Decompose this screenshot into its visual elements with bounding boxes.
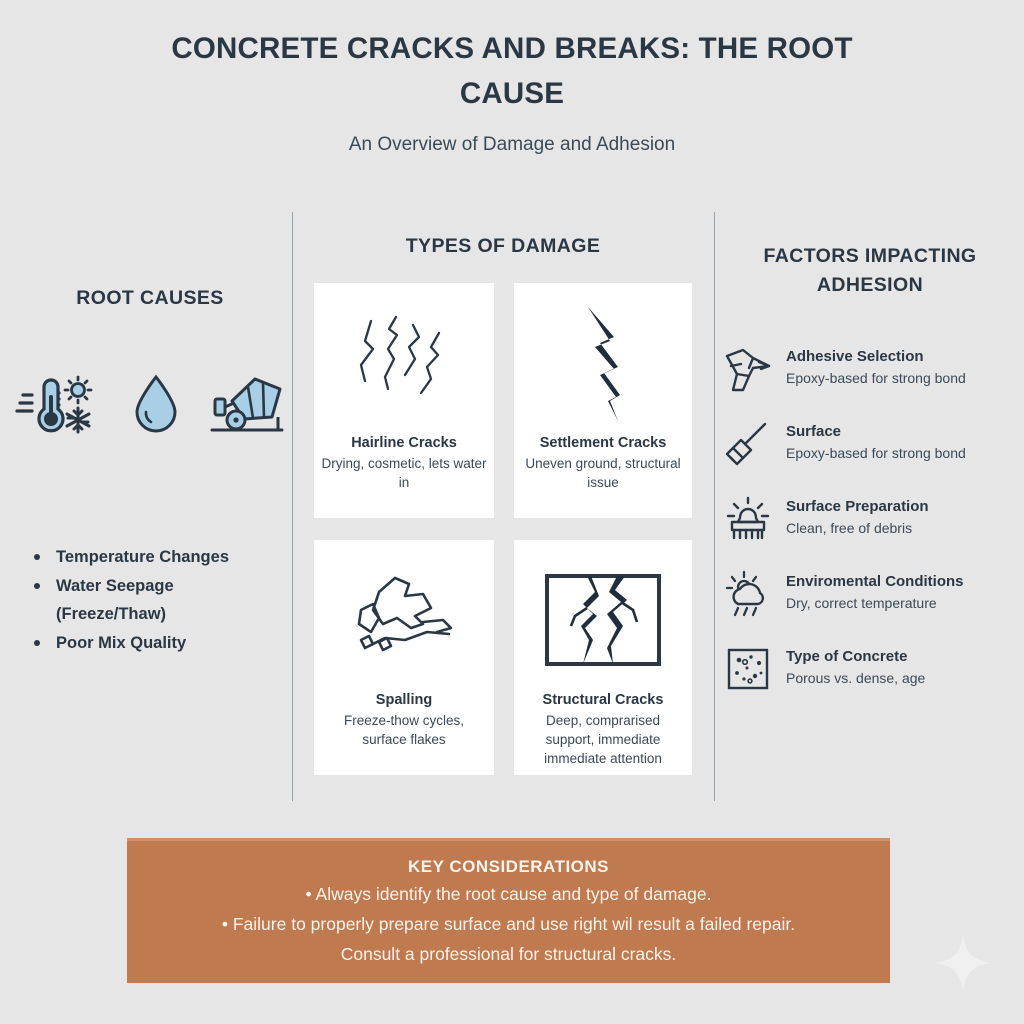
structural-cracks-icon <box>520 550 686 690</box>
bullet-dot <box>34 554 40 560</box>
factors-list <box>722 344 1018 694</box>
header <box>160 26 864 158</box>
damage-card-hairline-cracks <box>314 283 494 518</box>
card-title: Spalling <box>375 692 433 708</box>
damage-card-spalling <box>314 540 494 775</box>
divider-right <box>714 212 715 801</box>
factor-text <box>786 644 925 688</box>
porous-concrete-block-icon <box>722 644 774 694</box>
factor-title: Type of Concrete <box>786 648 908 665</box>
root-causes-heading: ROOT CAUSES <box>76 287 224 309</box>
root-causes-icon-row <box>12 371 288 443</box>
factor-surface <box>722 419 1018 469</box>
card-description: Drying, cosmetic, lets water in <box>321 456 487 490</box>
sun-cloud-rain-icon <box>722 569 774 619</box>
factor-description: Epoxy-based for strong bond <box>786 370 966 386</box>
paint-brush-icon <box>722 419 774 469</box>
divider-left <box>292 212 293 801</box>
damage-card-grid <box>300 283 706 775</box>
list-item <box>34 543 288 572</box>
damage-card-settlement-cracks <box>514 283 692 518</box>
factor-title: Adhesive Selection <box>786 348 924 365</box>
factor-text <box>786 419 966 463</box>
list-item-label: Temperature Changes <box>56 548 229 566</box>
banner-line: Consult a professional for structural cracks. <box>340 944 677 964</box>
card-description: Deep, comprarised support, immediate immediate attention <box>544 713 662 766</box>
list-item <box>34 629 288 658</box>
types-of-damage-column <box>300 232 706 775</box>
bullet-dot <box>34 640 40 646</box>
factor-type-of-concrete <box>722 644 1018 694</box>
factor-adhesive-selection <box>722 344 1018 394</box>
factors-impacting-adhesion-column <box>722 242 1018 694</box>
bullet-dot <box>34 583 40 589</box>
factor-text <box>786 344 966 388</box>
page-title: CONCRETE CRACKS AND BREAKS: THE ROOT CAUSE <box>171 32 853 110</box>
factor-surface-preparation <box>722 494 1018 544</box>
sparkle-icon <box>932 932 994 994</box>
factor-title: Surface <box>786 423 842 440</box>
card-title: Settlement Cracks <box>539 435 667 451</box>
factor-text <box>786 494 929 538</box>
spalling-icon <box>320 550 488 690</box>
thermometer-sun-snowflake-icon <box>14 373 106 442</box>
key-considerations-banner <box>127 838 890 983</box>
list-item-label: Water Seepage (Freeze/Thaw) <box>56 576 174 623</box>
root-causes-column <box>12 284 288 657</box>
banner-line: • Always identify the root cause and type of damage. <box>305 884 712 904</box>
factor-enviromental-conditions <box>722 569 1018 619</box>
types-of-damage-heading: TYPES OF DAMAGE <box>405 235 601 257</box>
list-item <box>34 572 288 629</box>
factor-description: Dry, correct temperature <box>786 595 937 611</box>
factor-description: Epoxy-based for strong bond <box>786 445 966 461</box>
list-item-label: Poor Mix Quality <box>56 633 187 652</box>
factor-text <box>786 569 964 613</box>
scrub-brush-icon <box>722 494 774 544</box>
root-causes-list <box>12 543 288 657</box>
card-title: Structural Cracks <box>542 692 664 708</box>
factor-title: Surface Preparation <box>786 498 929 515</box>
banner-line: • Failure to properly prepare surface and use right wil result a failed repair. <box>221 914 796 934</box>
factor-description: Clean, free of debris <box>786 520 913 536</box>
banner-title: KEY CONSIDERATIONS <box>407 857 610 876</box>
card-description: Uneven ground, structural issue <box>525 456 681 490</box>
water-droplet-icon <box>132 374 180 441</box>
glue-gun-icon <box>722 344 774 394</box>
card-description: Freeze-thow cycles, surface flakes <box>343 713 465 747</box>
page-subtitle: An Overview of Damage and Adhesion <box>348 134 676 155</box>
factor-description: Porous vs. dense, age <box>786 670 926 686</box>
factors-heading: FACTORS IMPACTING ADHESION <box>763 245 977 296</box>
damage-card-structural-cracks <box>514 540 692 775</box>
factor-title: Enviromental Conditions <box>786 573 964 590</box>
hairline-cracks-icon <box>320 293 488 433</box>
settlement-crack-icon <box>520 293 686 433</box>
cement-mixer-icon <box>206 373 286 442</box>
card-title: Hairline Cracks <box>351 435 457 451</box>
